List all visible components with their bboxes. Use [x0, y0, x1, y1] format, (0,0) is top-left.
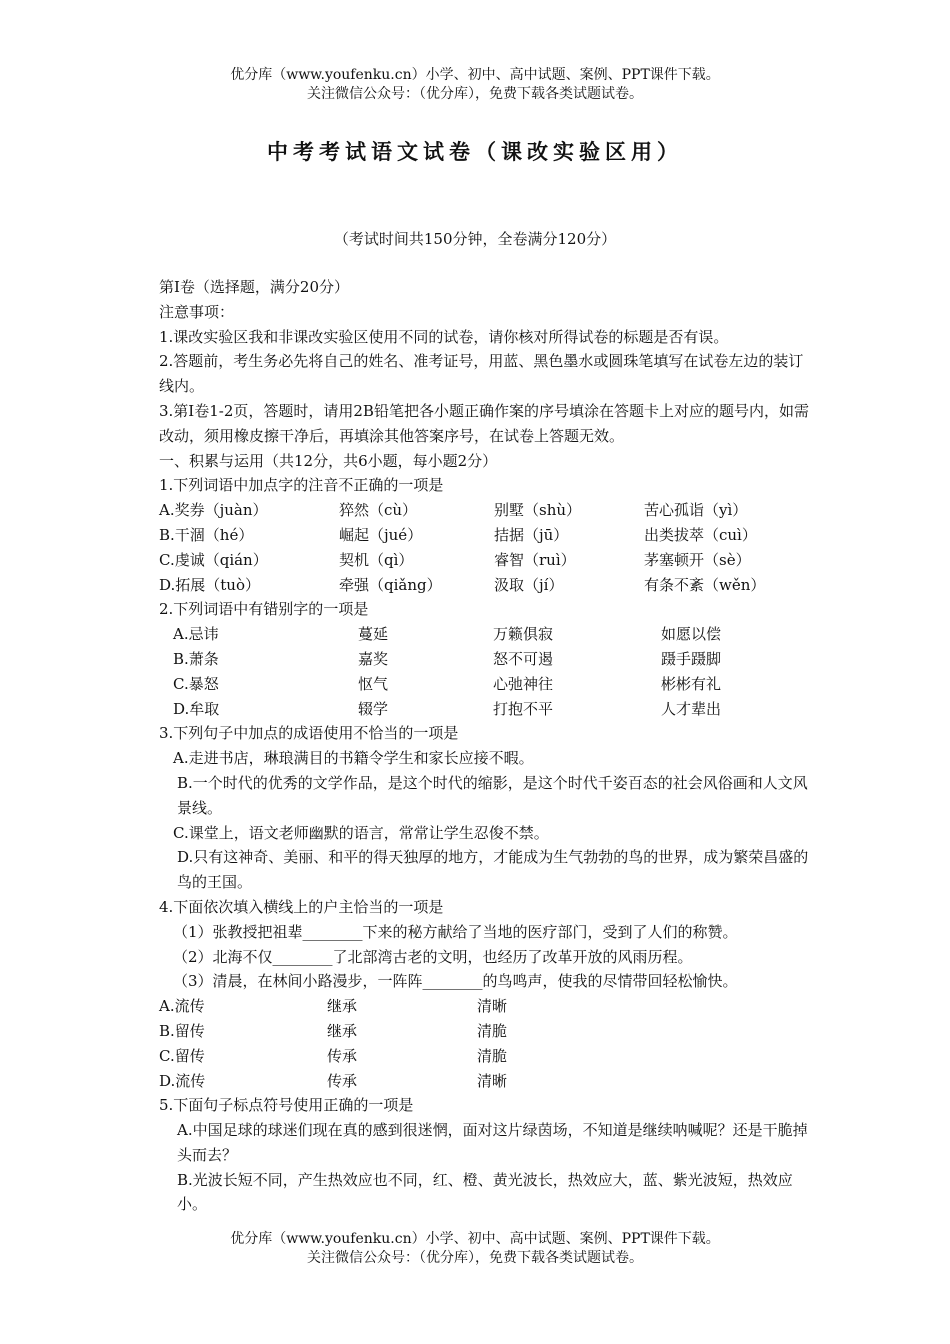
option-cell: 辍学 — [358, 699, 389, 718]
option-cell: 茅塞顿开（sè） — [644, 550, 751, 569]
option-row — [145, 1069, 810, 1094]
option-cell: 清脆 — [477, 1046, 508, 1065]
notice-item: 2.答题前，考生务必先将自己的姓名、准考证号，用蓝、黑色墨水或圆珠笔填写在试卷左边的装订线内。 — [159, 352, 804, 396]
fill-sentence: （3）清晨，在林间小路漫步，一阵阵________的鸟鸣声，使我的尽情带回轻松愉快。 — [173, 972, 738, 991]
option-row — [145, 1044, 810, 1069]
question-stem: 1.下列词语中加点字的注音不正确的一项是 — [159, 476, 444, 495]
option-cell: 别墅（shù） — [494, 501, 582, 520]
option-cell: 继承 — [327, 997, 358, 1016]
option-cell: 如愿以偿 — [661, 625, 722, 644]
option-row — [145, 573, 810, 598]
option-cell: A.忌讳 — [173, 625, 219, 644]
option-cell: 清晰 — [477, 1071, 508, 1090]
option-cell: D.拓展（tuò） — [159, 575, 260, 594]
fill-sentence: （2）北海不仅________了北部湾古老的文明，也经历了改革开放的风雨历程。 — [173, 947, 693, 966]
option-row — [145, 523, 810, 548]
question-stem: 3.下列句子中加点的成语使用不恰当的一项是 — [159, 724, 459, 743]
option-text: A.走进书店，琳琅满目的书籍令学生和家长应接不暇。 — [173, 749, 534, 768]
option-cell: 出类拔萃（cuì） — [644, 525, 757, 544]
question-stem: 4.下面依次填入横线上的户主恰当的一项是 — [159, 897, 444, 916]
exam-subtitle: （考试时间共150分钟，全卷满分120分） — [333, 230, 617, 248]
option-cell: 心弛神往 — [493, 674, 554, 693]
option-cell: 继承 — [327, 1021, 358, 1040]
option-cell: 传承 — [327, 1071, 358, 1090]
option-row — [145, 697, 810, 722]
fill-sentence: （1）张教授把祖辈________下来的秘方献给了当地的医疗部门，受到了人们的称赞。 — [173, 922, 738, 941]
option-cell: B.留传 — [159, 1021, 205, 1040]
option-row — [145, 994, 810, 1019]
option-cell: 清脆 — [477, 1021, 508, 1040]
option-text: B.光波长短不同，产生热效应也不同，红、橙、黄光波长，热效应大，蓝、紫光波短，热效应小。 — [177, 1170, 793, 1214]
option-cell: C.留传 — [159, 1046, 205, 1065]
option-cell: 蹑手蹑脚 — [661, 649, 722, 668]
exam-body — [145, 275, 810, 1217]
option-cell: 拮据（jū） — [494, 525, 569, 544]
notice-item: 3.第I卷1-2页，答题时，请用2B铅笔把各小题正确作案的序号填涂在答题卡上对应的题号内，如需改动，须用橡皮擦干净后，再填涂其他答案序号，在试卷上答题无效。 — [159, 401, 809, 445]
option-cell: 彬彬有礼 — [661, 674, 722, 693]
option-row — [145, 548, 810, 573]
notice-item: 1.课改实验区我和非课改实验区使用不同的试卷，请你核对所得试卷的标题是否有误。 — [159, 327, 729, 346]
option-row — [145, 498, 810, 523]
option-cell: 清晰 — [477, 997, 508, 1016]
option-cell: B.干涸（hé） — [159, 525, 254, 544]
option-cell: A.流传 — [159, 997, 205, 1016]
part-heading: 第I卷（选择题，满分20分） — [159, 278, 350, 296]
option-cell: 蔓延 — [358, 625, 389, 644]
option-cell: 人才辈出 — [661, 699, 722, 718]
option-text: D.只有这神奇、美丽、和平的得天独厚的地方，才能成为生气勃勃的鸟的世界，成为繁荣昌盛的鸟的王国。 — [177, 848, 809, 892]
footer-line-1: 优分库（www.youfenku.cn）小学、初中、高中试题、案例、PPT课件下载。 — [230, 1231, 720, 1247]
option-cell: D.牟取 — [173, 699, 220, 718]
option-cell: 有条不紊（wěn） — [644, 575, 766, 594]
option-cell: 万籁俱寂 — [493, 625, 554, 644]
question-stem: 5.下面句子标点符号使用正确的一项是 — [159, 1096, 414, 1115]
option-text: C.课堂上，语文老师幽默的语言，常常让学生忍俊不禁。 — [173, 823, 549, 842]
notice-title: 注意事项： — [159, 302, 235, 321]
option-cell: 崛起（jué） — [339, 525, 423, 544]
option-row — [145, 647, 810, 672]
option-cell: C.暴怒 — [173, 674, 219, 693]
option-cell: 汲取（jí） — [494, 575, 564, 594]
option-cell: D.流传 — [159, 1071, 206, 1090]
option-cell: 怄气 — [358, 674, 389, 693]
header-line-1: 优分库（www.youfenku.cn）小学、初中、高中试题、案例、PPT课件下载。 — [230, 67, 720, 83]
option-text: B.一个时代的优秀的文学作品，是这个时代的缩影，是这个时代千姿百态的社会风俗画和人文风景线。 — [177, 773, 808, 817]
option-row — [145, 622, 810, 647]
option-cell: 怒不可遏 — [493, 649, 554, 668]
option-text: A.中国足球的球迷们现在真的感到很迷惘，面对这片绿茵场，不知道是继续呐喊呢？还是干脆掉头而去？ — [177, 1121, 808, 1164]
option-cell: C.虔诚（qián） — [159, 550, 268, 569]
page-header — [0, 66, 950, 104]
header-line-2: 关注微信公众号：（优分库），免费下载各类试题试卷。 — [307, 86, 643, 102]
option-cell: 打抱不平 — [493, 699, 554, 718]
page-footer — [0, 1230, 950, 1268]
option-cell: 苦心孤诣（yì） — [644, 501, 748, 520]
section-heading: 一、积累与运用（共12分，共6小题，每小题2分） — [159, 451, 498, 470]
option-cell: 契机（qì） — [339, 550, 414, 569]
option-cell: 睿智（ruì） — [494, 550, 576, 569]
question-stem: 2.下列词语中有错别字的一项是 — [159, 600, 369, 619]
option-row — [145, 672, 810, 697]
option-cell: 猝然（cù） — [339, 501, 418, 520]
option-cell: 嘉奖 — [358, 649, 389, 668]
exam-title: 中考考试语文试卷（课改实验区用） — [267, 139, 683, 164]
option-cell: 传承 — [327, 1046, 358, 1065]
option-cell: A.奖券（juàn） — [159, 501, 268, 520]
option-cell: B.萧条 — [173, 649, 219, 668]
option-cell: 牵强（qiǎng） — [339, 575, 442, 594]
option-row — [145, 1019, 810, 1044]
footer-line-2: 关注微信公众号：（优分库），免费下载各类试题试卷。 — [307, 1250, 643, 1266]
